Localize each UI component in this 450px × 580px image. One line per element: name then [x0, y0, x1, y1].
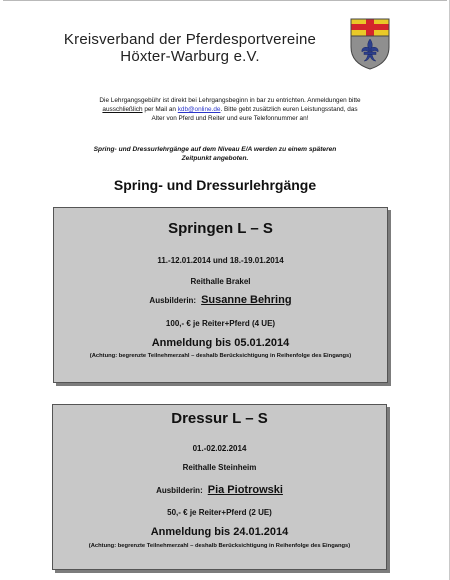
- coat-of-arms-icon: [347, 15, 393, 71]
- info-line-2: [45, 105, 415, 114]
- instructor-name: Pia Piotrowski: [207, 484, 283, 496]
- course-dates: 11.-12.01.2014 und 18.-19.01.2014: [157, 256, 284, 265]
- info-line-2-mid: per Mail an: [142, 106, 178, 113]
- course-title: Springen L – S: [168, 220, 273, 237]
- note-line-2: Zeitpunkt angeboten.: [181, 155, 249, 162]
- course-caution: (Achtung: begrenzte Teilnehmerzahl – deshalb Berücksichtigung in Reihenfolge des Eingangs): [88, 543, 351, 549]
- organization-name-line1: Kreisverband der Pferdesportvereine: [63, 31, 317, 48]
- organization-name-line2: Höxter-Warburg e.V.: [120, 48, 260, 65]
- info-line-3: Alter von Pferd und Reiter und eure Telefonnummer an!: [151, 115, 309, 122]
- course-title: Dressur L – S: [171, 410, 268, 427]
- course-instructor: [54, 294, 387, 306]
- course-deadline: Anmeldung bis 24.01.2014: [150, 526, 289, 538]
- email-link[interactable]: kdb@online.de: [177, 106, 221, 113]
- instructor-name: Susanne Behring: [201, 294, 292, 306]
- course-venue: Reithalle Steinheim: [182, 463, 257, 472]
- instructor-label: Ausbilderin:: [156, 486, 203, 495]
- note-paragraph: [70, 145, 360, 163]
- info-line-1: Die Lehrgangsgebühr ist direkt bei Lehrgangsbeginn in bar zu entrichten. Anmeldungen bitte: [99, 97, 361, 104]
- course-caution: (Achtung: begrenzte Teilnehmerzahl – deshalb Berücksichtigung in Reihenfolge des Eingangs): [89, 353, 352, 359]
- page-edge-top: [3, 0, 447, 1]
- course-dates: 01.-02.02.2014: [192, 444, 247, 453]
- emphasis-text: ausschließlich: [102, 106, 143, 113]
- info-line-2-end: . Bitte gebt zusätzlich euren Leistungsstand, das: [220, 106, 358, 113]
- course-price: 50,- € je Reiter+Pferd (2 UE): [167, 508, 272, 517]
- course-price: 100,- € je Reiter+Pferd (4 UE): [165, 319, 276, 328]
- note-line-1: Spring- und Dressurlehrgänge auf dem Niveau E/A werden zu einem späteren: [93, 146, 337, 153]
- course-deadline: Anmeldung bis 05.01.2014: [151, 337, 290, 349]
- course-box-springen: [53, 207, 388, 383]
- info-paragraph: [45, 96, 415, 123]
- course-venue: Reithalle Brakel: [190, 277, 251, 286]
- course-instructor: [53, 484, 386, 496]
- instructor-label: Ausbilderin:: [149, 296, 197, 305]
- organization-name: [55, 31, 325, 65]
- course-box-dressur: [52, 404, 387, 570]
- page-title: Spring- und Dressurlehrgänge: [113, 177, 317, 193]
